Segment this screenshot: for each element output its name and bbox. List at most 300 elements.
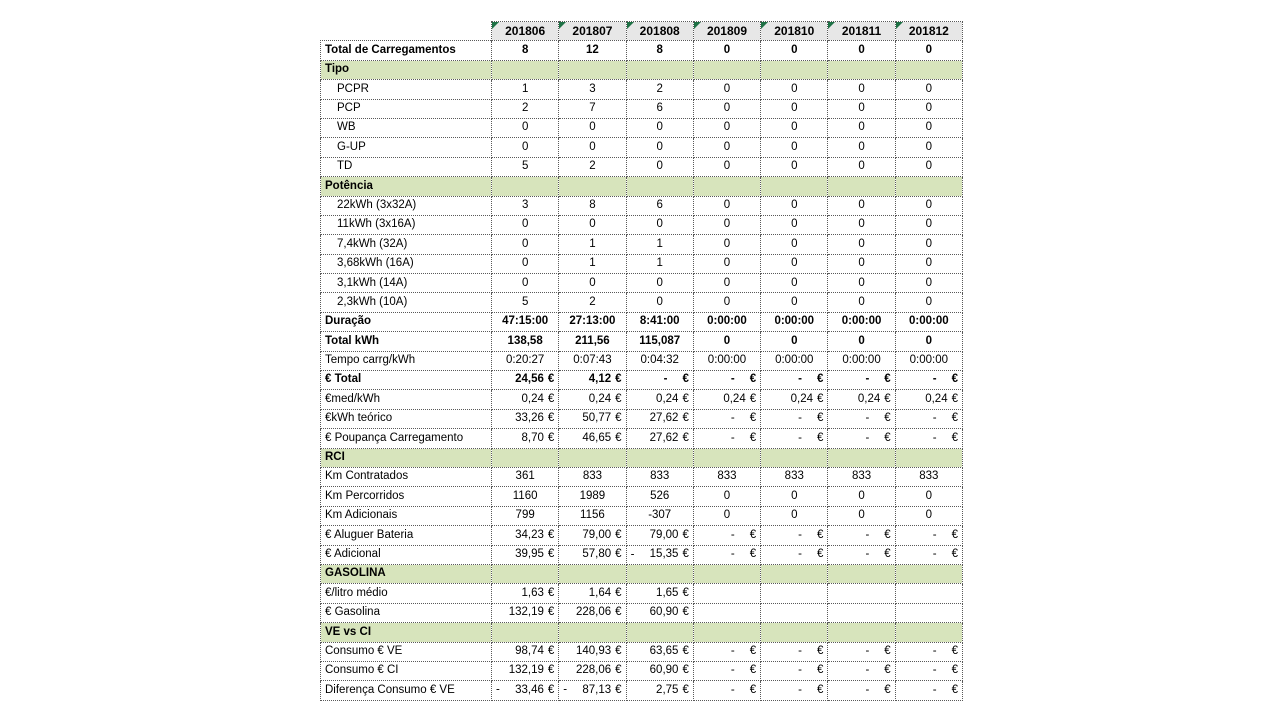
row-label[interactable]: 7,4kWh (32A) [321,235,492,254]
row-label[interactable]: Tipo [321,60,492,79]
cell-201807[interactable]: 12 [559,41,626,60]
row-label[interactable]: Duração [321,312,492,331]
row-label[interactable]: 22kWh (3x32A) [321,196,492,215]
cell-201812[interactable]: 0,24 € [895,390,962,409]
cell-201808[interactable]: 0 [626,138,693,157]
cell-201808[interactable]: 0 [626,274,693,293]
cell-201809[interactable]: 0 [693,293,760,312]
cell-201808[interactable]: 27,62 € [626,429,693,448]
cell-201811[interactable] [828,623,895,642]
cell-201808[interactable]: 0,24 € [626,390,693,409]
cell-201808[interactable]: -307 [626,506,693,525]
euro-symbol: € [951,528,958,541]
cell-201811[interactable]: 0 [828,196,895,215]
cell-201811[interactable]: - € [828,429,895,448]
cell-201812[interactable]: 833 [895,467,962,486]
cell-201806[interactable]: 39,95 € [492,545,559,564]
cell-201807[interactable]: 228,06 € [559,661,626,680]
row-label[interactable]: € Adicional [321,545,492,564]
cell-201810[interactable] [761,177,828,196]
row-label[interactable]: € Poupança Carregamento [321,429,492,448]
cell-201810[interactable]: 0 [761,293,828,312]
cell-201811[interactable]: 0 [828,293,895,312]
euro-symbol: € [547,528,555,541]
cell-201807[interactable]: 4,12 € [559,371,626,390]
cell-201812[interactable]: 0 [895,157,962,176]
row-label[interactable]: 2,3kWh (10A) [321,293,492,312]
row-label[interactable]: € Total [321,371,492,390]
cell-201809[interactable]: 0 [693,41,760,60]
cell-201809[interactable]: 0 [693,196,760,215]
cell-201811[interactable]: 0:00:00 [828,312,895,331]
cell-201808[interactable]: 115,087 [626,332,693,351]
cell-201810[interactable]: - € [761,661,828,680]
cell-201807[interactable] [559,623,626,642]
cell-201806[interactable]: 799 [492,506,559,525]
cell-201806[interactable]: 2 [492,99,559,118]
column-header-201811[interactable]: 201811 [828,22,895,41]
row-label[interactable]: TD [321,157,492,176]
cell-201807[interactable]: 27:13:00 [559,312,626,331]
cell-201810[interactable]: 0 [761,235,828,254]
cell-201807[interactable]: 2 [559,293,626,312]
cell-201809[interactable]: 0 [693,118,760,137]
cell-201808[interactable]: 0 [626,293,693,312]
row-label[interactable]: PCP [321,99,492,118]
cell-201809[interactable]: 0 [693,487,760,506]
cell-201809[interactable] [693,603,760,622]
row-label[interactable]: VE vs CI [321,623,492,642]
cell-201807[interactable]: 50,77 € [559,409,626,428]
cell-201807[interactable]: 57,80 € [559,545,626,564]
cell-201806[interactable]: 132,19 € [492,603,559,622]
cell-201808[interactable]: 8 [626,41,693,60]
cell-201806[interactable] [492,564,559,583]
cell-201806[interactable]: 33,26 € [492,409,559,428]
column-header-201808[interactable]: 201808 [626,22,693,41]
cell-201810[interactable]: - € [761,371,828,390]
cell-201806[interactable]: 0,24 € [492,390,559,409]
cell-201812[interactable]: 0 [895,254,962,273]
cell-201808[interactable]: - € [626,371,693,390]
cell-201807[interactable]: 1 [559,254,626,273]
cell-201810[interactable]: 0:00:00 [761,351,828,370]
euro-symbol: € [817,547,824,560]
row-label[interactable]: PCPR [321,80,492,99]
row-label[interactable]: €med/kWh [321,390,492,409]
cell-201806[interactable]: 8 [492,41,559,60]
euro-symbol: € [884,373,891,386]
cell-201808[interactable]: 526 [626,487,693,506]
cell-201811[interactable]: 0,24 € [828,390,895,409]
cell-201808[interactable]: 0:04:32 [626,351,693,370]
cell-201808[interactable] [626,564,693,583]
cell-201812[interactable] [895,623,962,642]
cell-201810[interactable]: 0 [761,332,828,351]
cell-201809[interactable]: 0 [693,138,760,157]
cell-201810[interactable]: 0 [761,506,828,525]
cell-201811[interactable] [828,603,895,622]
cell-201806[interactable]: - 33,46 € [492,681,559,700]
euro-symbol: € [749,373,757,386]
cell-201810[interactable]: 0 [761,138,828,157]
cell-201809[interactable]: 0 [693,215,760,234]
cell-201808[interactable]: 6 [626,196,693,215]
cell-201809[interactable]: 0 [693,157,760,176]
cell-201807[interactable]: 140,93 € [559,642,626,661]
cell-201806[interactable]: 5 [492,157,559,176]
cell-201812[interactable]: 0 [895,99,962,118]
cell-201807[interactable]: 1,64 € [559,584,626,603]
cell-201811[interactable]: 0 [828,215,895,234]
cell-201807[interactable]: 0 [559,138,626,157]
cell-201808[interactable]: 833 [626,467,693,486]
euro-symbol: € [547,392,555,405]
cell-201806[interactable]: 0 [492,118,559,137]
cell-201809[interactable]: - € [693,642,760,661]
cell-201812[interactable] [895,603,962,622]
cell-201808[interactable]: 6 [626,99,693,118]
table-row [321,429,963,448]
cell-201808[interactable]: 8:41:00 [626,312,693,331]
cell-201809[interactable]: 0:00:00 [693,351,760,370]
cell-201806[interactable]: 8,70 € [492,429,559,448]
column-header-201807[interactable]: 201807 [559,22,626,41]
cell-201806[interactable]: 1160 [492,487,559,506]
cell-201806[interactable] [492,177,559,196]
cell-201810[interactable] [761,448,828,467]
cell-201809[interactable]: 0:00:00 [693,312,760,331]
cell-201807[interactable]: 46,65 € [559,429,626,448]
cell-201809[interactable]: - € [693,371,760,390]
cell-201809[interactable]: - € [693,429,760,448]
cell-201810[interactable] [761,603,828,622]
row-label[interactable]: Total de Carregamentos [321,41,492,60]
cell-201810[interactable] [761,564,828,583]
row-label[interactable]: € Aluguer Bateria [321,526,492,545]
cell-201806[interactable]: 5 [492,293,559,312]
cell-201807[interactable]: 8 [559,196,626,215]
cell-201809[interactable]: - € [693,545,760,564]
cell-201812[interactable]: 0 [895,487,962,506]
section-row [321,448,963,467]
cell-201808[interactable]: 0 [626,118,693,137]
row-label[interactable]: €kWh teórico [321,409,492,428]
cell-201811[interactable]: - € [828,371,895,390]
row-label[interactable]: Consumo € VE [321,642,492,661]
euro-symbol: € [951,664,958,677]
cell-201812[interactable]: 0 [895,196,962,215]
cell-201808[interactable]: 63,65 € [626,642,693,661]
cell-201810[interactable]: 0 [761,80,828,99]
cell-201806[interactable]: 0 [492,138,559,157]
cell-201807[interactable] [559,448,626,467]
cell-201807[interactable]: 0,24 € [559,390,626,409]
cell-201812[interactable] [895,564,962,583]
row-label[interactable]: € Gasolina [321,603,492,622]
cell-201812[interactable] [895,60,962,79]
cell-201812[interactable]: - € [895,681,962,700]
cell-201809[interactable] [693,564,760,583]
cell-201806[interactable] [492,623,559,642]
row-label[interactable]: G-UP [321,138,492,157]
row-label[interactable]: Km Percorridos [321,487,492,506]
cell-201812[interactable]: - € [895,642,962,661]
cell-201810[interactable]: 0 [761,487,828,506]
cell-201807[interactable]: 1989 [559,487,626,506]
cell-201806[interactable]: 24,56 € [492,371,559,390]
cell-201808[interactable]: 2,75 € [626,681,693,700]
row-label[interactable]: Diferença Consumo € VE [321,681,492,700]
cell-201810[interactable]: - € [761,409,828,428]
cell-201809[interactable] [693,177,760,196]
cell-201806[interactable]: 0:20:27 [492,351,559,370]
cell-201811[interactable]: 0 [828,80,895,99]
cell-201810[interactable]: 0 [761,254,828,273]
cell-201809[interactable] [693,448,760,467]
cell-201812[interactable]: - € [895,429,962,448]
euro-symbol: € [817,392,824,405]
cell-201811[interactable]: - € [828,409,895,428]
ev-charging-table [320,21,963,701]
error-flag-icon [828,22,835,29]
cell-201809[interactable]: 0 [693,254,760,273]
cell-201808[interactable]: 1 [626,235,693,254]
cell-201812[interactable] [895,448,962,467]
cell-201811[interactable]: 833 [828,467,895,486]
cell-201810[interactable] [761,60,828,79]
cell-201812[interactable]: - € [895,526,962,545]
cell-201809[interactable]: 0,24 € [693,390,760,409]
cell-201806[interactable]: 34,23 € [492,526,559,545]
cell-201807[interactable]: 1156 [559,506,626,525]
cell-201807[interactable]: 79,00 € [559,526,626,545]
cell-201807[interactable]: 0 [559,274,626,293]
cell-201806[interactable] [492,60,559,79]
cell-201807[interactable]: 0 [559,215,626,234]
cell-201808[interactable]: 2 [626,80,693,99]
column-header-201812[interactable]: 201812 [895,22,962,41]
cell-201811[interactable]: 0 [828,99,895,118]
cell-201812[interactable]: 0 [895,235,962,254]
cell-201812[interactable]: 0 [895,332,962,351]
cell-201812[interactable]: 0 [895,274,962,293]
cell-201809[interactable]: 0 [693,274,760,293]
cell-201810[interactable]: - € [761,429,828,448]
euro-symbol: € [749,664,757,677]
cell-201812[interactable]: - € [895,661,962,680]
euro-symbol: € [615,431,622,444]
cell-201812[interactable]: - € [895,409,962,428]
cell-201806[interactable]: 3 [492,196,559,215]
cell-201812[interactable]: 0 [895,41,962,60]
row-label[interactable]: Consumo € CI [321,661,492,680]
cell-201809[interactable]: - € [693,409,760,428]
cell-201812[interactable]: - € [895,545,962,564]
cell-201806[interactable]: 0 [492,274,559,293]
cell-201809[interactable]: 833 [693,467,760,486]
cell-201809[interactable]: - € [693,681,760,700]
row-label[interactable]: GASOLINA [321,564,492,583]
cell-201807[interactable]: 0:07:43 [559,351,626,370]
cell-201812[interactable]: 0:00:00 [895,351,962,370]
cell-201806[interactable]: 0 [492,254,559,273]
cell-201811[interactable] [828,177,895,196]
cell-201806[interactable]: 47:15:00 [492,312,559,331]
cell-201810[interactable] [761,584,828,603]
cell-201810[interactable]: 0:00:00 [761,312,828,331]
cell-201809[interactable] [693,623,760,642]
cell-201809[interactable]: - € [693,661,760,680]
cell-201807[interactable]: 3 [559,80,626,99]
cell-201811[interactable]: 0 [828,487,895,506]
cell-201810[interactable]: - € [761,642,828,661]
cell-201806[interactable]: 138,58 [492,332,559,351]
cell-201808[interactable]: 60,90 € [626,661,693,680]
cell-201806[interactable]: 132,19 € [492,661,559,680]
row-label[interactable]: €/litro médio [321,584,492,603]
cell-201811[interactable] [828,448,895,467]
cell-201806[interactable]: 361 [492,467,559,486]
cell-201811[interactable]: 0 [828,138,895,157]
cell-201811[interactable] [828,564,895,583]
column-header-201806[interactable]: 201806 [492,22,559,41]
cell-201811[interactable]: 0 [828,506,895,525]
cell-201811[interactable]: - € [828,681,895,700]
cell-201810[interactable]: 0 [761,99,828,118]
euro-symbol: € [547,373,555,386]
cell-201807[interactable]: 1 [559,235,626,254]
cell-201811[interactable]: 0 [828,274,895,293]
cell-201811[interactable]: 0 [828,118,895,137]
cell-201811[interactable] [828,60,895,79]
cell-201809[interactable]: 0 [693,235,760,254]
cell-201809[interactable]: 0 [693,506,760,525]
euro-symbol: € [547,412,555,425]
cell-201811[interactable]: 0 [828,332,895,351]
cell-201810[interactable]: 0 [761,41,828,60]
cell-201811[interactable]: 0:00:00 [828,351,895,370]
cell-201810[interactable]: - € [761,545,828,564]
cell-201811[interactable] [828,584,895,603]
cell-201811[interactable]: - € [828,661,895,680]
cell-201812[interactable]: - € [895,371,962,390]
cell-201809[interactable]: 0 [693,80,760,99]
table-row [321,390,963,409]
cell-201806[interactable]: 1 [492,80,559,99]
row-label[interactable]: Total kWh [321,332,492,351]
cell-201807[interactable]: - 87,13 € [559,681,626,700]
cell-201808[interactable]: 0 [626,215,693,234]
euro-symbol: € [749,644,757,657]
cell-201810[interactable]: 0 [761,157,828,176]
cell-201807[interactable]: 2 [559,157,626,176]
cell-201806[interactable]: 0 [492,215,559,234]
cell-201811[interactable]: 0 [828,41,895,60]
cell-201810[interactable]: 0 [761,274,828,293]
cell-201807[interactable]: 833 [559,467,626,486]
cell-201809[interactable]: 0 [693,99,760,118]
cell-201811[interactable]: - € [828,642,895,661]
cell-201807[interactable]: 228,06 € [559,603,626,622]
cell-201812[interactable] [895,584,962,603]
cell-201812[interactable]: 0 [895,118,962,137]
cell-201810[interactable]: 0 [761,215,828,234]
cell-201808[interactable] [626,60,693,79]
cell-201811[interactable]: - € [828,545,895,564]
column-header-201809[interactable]: 201809 [693,22,760,41]
cell-201812[interactable] [895,177,962,196]
row-label[interactable]: 3,68kWh (16A) [321,254,492,273]
cell-201812[interactable]: 0 [895,506,962,525]
cell-201812[interactable]: 0:00:00 [895,312,962,331]
cell-201807[interactable]: 0 [559,118,626,137]
cell-201808[interactable]: 1,65 € [626,584,693,603]
cell-201812[interactable]: 0 [895,138,962,157]
column-header-201810[interactable]: 201810 [761,22,828,41]
euro-symbol: € [817,683,824,696]
cell-201812[interactable]: 0 [895,80,962,99]
cell-201809[interactable] [693,60,760,79]
row-label[interactable]: Km Adicionais [321,506,492,525]
cell-201810[interactable]: 0 [761,118,828,137]
cell-201807[interactable] [559,177,626,196]
cell-201807[interactable] [559,60,626,79]
cell-201808[interactable]: - 15,35 € [626,545,693,564]
cell-201810[interactable]: 0 [761,196,828,215]
cell-201811[interactable]: 0 [828,157,895,176]
row-label[interactable]: 11kWh (3x16A) [321,215,492,234]
cell-201808[interactable]: 60,90 € [626,603,693,622]
cell-201812[interactable]: 0 [895,293,962,312]
cell-201810[interactable] [761,623,828,642]
cell-201810[interactable]: 0,24 € [761,390,828,409]
cell-201807[interactable]: 211,56 [559,332,626,351]
row-label[interactable]: RCI [321,448,492,467]
cell-201812[interactable]: 0 [895,215,962,234]
cell-201807[interactable]: 7 [559,99,626,118]
euro-symbol: € [682,683,689,696]
cell-201808[interactable]: 27,62 € [626,409,693,428]
row-label[interactable]: WB [321,118,492,137]
cell-201808[interactable] [626,623,693,642]
row-label[interactable]: Tempo carrg/kWh [321,351,492,370]
cell-201808[interactable] [626,448,693,467]
cell-201809[interactable]: 0 [693,332,760,351]
cell-201806[interactable]: 0 [492,235,559,254]
row-label[interactable]: Km Contratados [321,467,492,486]
cell-201806[interactable]: 98,74 € [492,642,559,661]
cell-201806[interactable] [492,448,559,467]
row-label[interactable]: 3,1kWh (14A) [321,274,492,293]
cell-201809[interactable] [693,584,760,603]
cell-201806[interactable]: 1,63 € [492,584,559,603]
cell-201811[interactable]: 0 [828,235,895,254]
cell-201808[interactable] [626,177,693,196]
cell-201808[interactable]: 79,00 € [626,526,693,545]
cell-201811[interactable]: - € [828,526,895,545]
cell-201810[interactable]: 833 [761,467,828,486]
cell-201808[interactable]: 0 [626,157,693,176]
cell-201810[interactable]: - € [761,526,828,545]
cell-201810[interactable]: - € [761,681,828,700]
cell-201807[interactable] [559,564,626,583]
row-label[interactable]: Potência [321,177,492,196]
table-row [321,235,963,254]
cell-201809[interactable]: - € [693,526,760,545]
cell-201808[interactable]: 1 [626,254,693,273]
cell-201811[interactable]: 0 [828,254,895,273]
